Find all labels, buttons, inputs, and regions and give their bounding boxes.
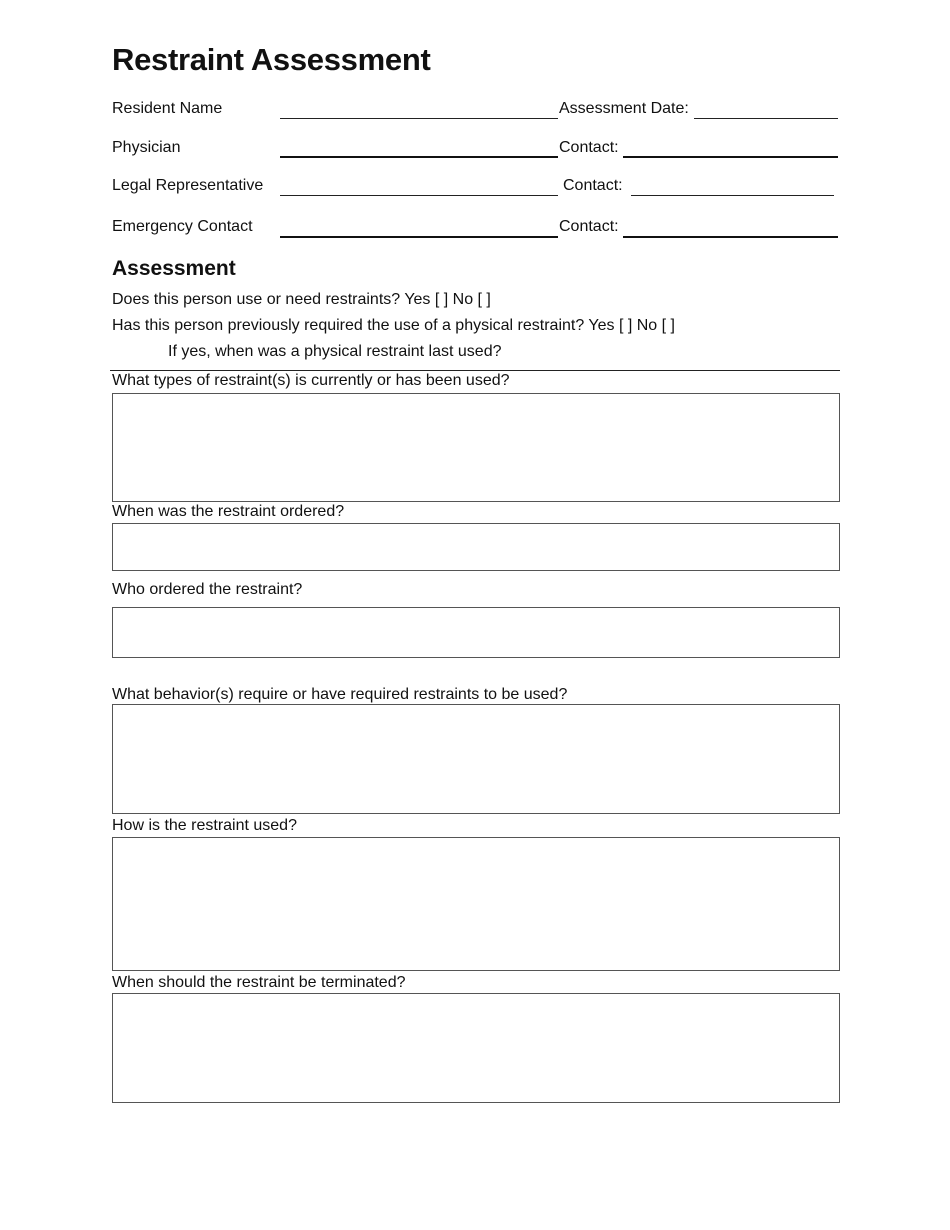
restraint-usage-box[interactable] [112,837,840,971]
restraint-ordered-date-question: When was the restraint ordered? [112,503,345,520]
restraint-types-question: What types of restraint(s) is currently or has been used? [112,372,510,389]
emergency-contact-contact-label: Contact: [559,218,619,235]
assessment-heading: Assessment [112,257,236,280]
restraint-ordered-by-box[interactable] [112,607,840,658]
legal-representative-contact-label: Contact: [563,177,623,194]
assessment-date-label: Assessment Date: [559,100,689,117]
assessment-date-field[interactable] [694,118,838,119]
legal-representative-contact-field[interactable] [631,195,834,196]
physician-field[interactable] [280,156,558,158]
physician-contact-label: Contact: [559,139,619,156]
restraint-termination-question: When should the restraint be terminated? [112,974,406,991]
resident-name-field[interactable] [280,118,558,119]
emergency-contact-contact-field[interactable] [623,236,838,238]
uses-restraints-question[interactable]: Does this person use or need restraints? Yes [ ] No [ ] [112,291,491,308]
physician-label: Physician [112,139,181,156]
behaviors-question: What behavior(s) require or have required restraints to be used? [112,686,568,703]
restraint-termination-box[interactable] [112,993,840,1103]
restraint-ordered-date-box[interactable] [112,523,840,571]
restraint-ordered-by-question: Who ordered the restraint? [112,581,303,598]
legal-representative-label: Legal Representative [112,177,264,194]
last-used-answer-line[interactable] [110,370,840,371]
legal-representative-field[interactable] [280,195,558,196]
emergency-contact-field[interactable] [280,236,558,238]
form-title: Restraint Assessment [112,42,431,77]
last-used-question: If yes, when was a physical restraint last used? [168,343,502,360]
behaviors-box[interactable] [112,704,840,814]
physician-contact-field[interactable] [623,156,838,158]
restraint-types-box[interactable] [112,393,840,502]
previous-restraint-question[interactable]: Has this person previously required the use of a physical restraint? Yes [ ] No [ ] [112,317,675,334]
restraint-usage-question: How is the restraint used? [112,817,297,834]
emergency-contact-label: Emergency Contact [112,218,253,235]
resident-name-label: Resident Name [112,100,223,117]
